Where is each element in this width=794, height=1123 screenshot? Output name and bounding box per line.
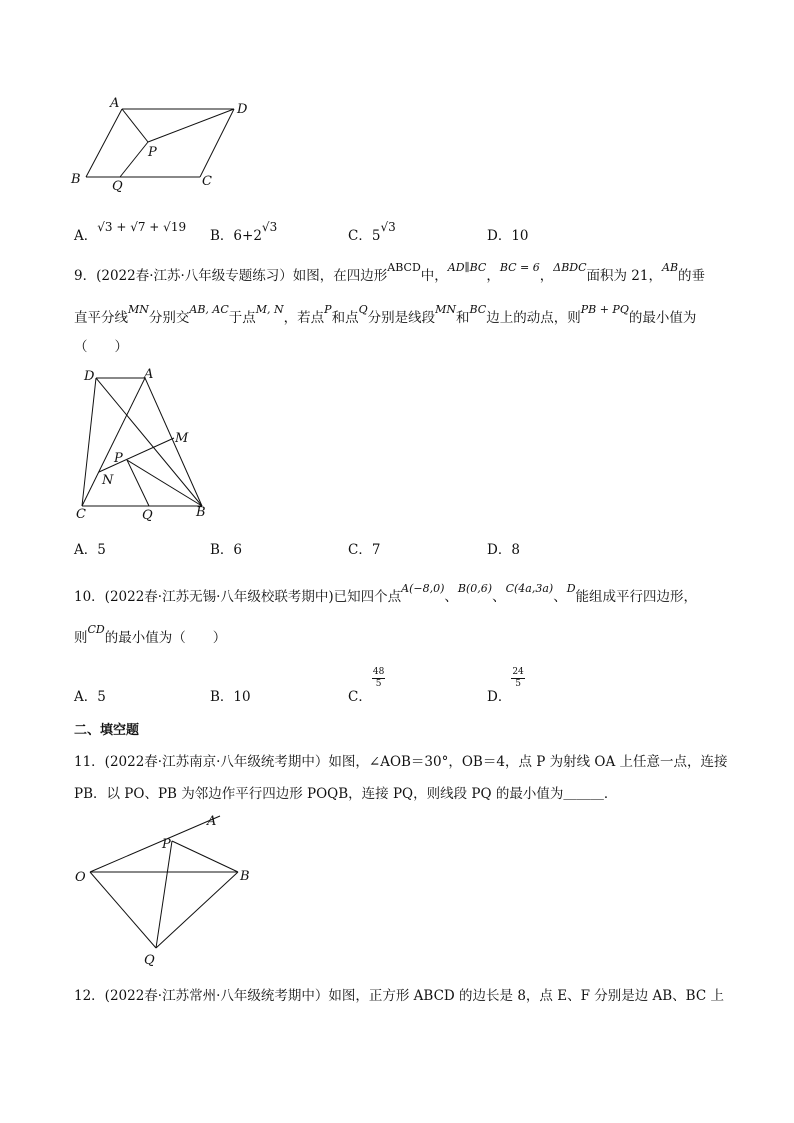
q9-ab: AB	[662, 261, 679, 274]
figure-parallelogram-poqb	[68, 808, 268, 968]
option-expr: √3 + √7 + √19	[97, 220, 187, 234]
q10-point-a: A(−8,0)	[401, 582, 445, 595]
denominator: 5	[515, 679, 521, 689]
option-letter: A．	[74, 228, 98, 244]
q10-line-1	[74, 582, 698, 605]
q9-text: 和	[456, 310, 470, 326]
q10-option-c	[348, 667, 385, 708]
q9-abcd: ABCD	[387, 261, 421, 274]
label-q: Q	[112, 179, 123, 194]
q9-text: ，	[539, 268, 554, 284]
q10-text: 、	[444, 589, 458, 605]
q9-option-a: A．5	[74, 542, 106, 558]
q10-cd: CD	[87, 623, 105, 636]
q9-text: 9．(2022春·江苏·八年级专题练习）如图，在四边形	[74, 268, 388, 284]
q8-option-b	[210, 220, 278, 244]
section-heading: 二、填空题	[74, 723, 140, 738]
q9-text: 分别是线段	[367, 310, 436, 326]
figure-trapezoid-abcd	[72, 362, 222, 522]
q12-line-1: 12．(2022春·江苏常州·八年级统考期中）如图，正方形 ABCD 的边长是 8，点 E、F 分别是边 AB、BC 上	[74, 988, 724, 1004]
q9-option-c: C．7	[348, 542, 381, 558]
q8-option-c	[348, 220, 396, 244]
q9-line-3: （ ）	[74, 339, 128, 355]
label-q: Q	[144, 953, 155, 968]
option-pre: 5	[371, 228, 381, 244]
q9-option-d: D．8	[487, 542, 520, 558]
label-b: B	[196, 505, 206, 520]
q10-text: 、	[553, 589, 567, 605]
q10-option-b: B．10	[210, 689, 251, 705]
option-letter: C．	[348, 689, 372, 705]
option-expr: √3	[261, 220, 278, 234]
label-b: B	[240, 869, 250, 884]
q9-line-2	[74, 303, 697, 326]
q9-p: P	[324, 303, 332, 316]
option-letter: D．	[487, 228, 512, 244]
q9-text: 直平分线	[74, 310, 128, 326]
label-m: M	[175, 431, 189, 446]
fraction-24-5	[511, 667, 524, 690]
option-letter: D．	[487, 689, 512, 705]
q10-option-d	[487, 667, 525, 708]
denominator: 5	[375, 679, 382, 689]
q9-option-b: B．6	[210, 542, 243, 558]
label-p: P	[114, 451, 123, 466]
q9-text: 面积为 21，	[586, 268, 662, 284]
q9-text: 的垂	[678, 268, 706, 284]
option-letter: C．	[348, 228, 372, 244]
q11-line-2: PB．以 PO、PB 为邻边作平行四边形 POQB，连接 PQ，则线段 PQ 的最小值为＿＿＿．	[74, 786, 618, 802]
q10-text: 则	[74, 630, 88, 646]
q10-text: 的最小值为（ ）	[104, 630, 227, 646]
numerator: 48	[372, 667, 385, 677]
q10-text: 能组成平行四边形，	[575, 589, 698, 605]
numerator: 24	[512, 667, 524, 677]
label-o: O	[75, 870, 86, 885]
q9-triangle: ΔBDC	[553, 261, 587, 274]
label-p: P	[148, 145, 157, 160]
q10-text: 、	[492, 589, 506, 605]
label-d: D	[237, 102, 248, 117]
q9-text: 中，	[420, 268, 448, 284]
q10-point-b: B(0,6)	[457, 582, 493, 595]
label-d: D	[84, 369, 95, 384]
q9-text: 于点	[228, 310, 256, 326]
q9-text: 分别交	[148, 310, 190, 326]
q10-line-2	[74, 623, 227, 646]
label-c: C	[202, 174, 212, 189]
label-c: C	[76, 507, 86, 522]
q9-text: 和点	[331, 310, 359, 326]
option-expr: √3	[380, 220, 396, 234]
q10-text: 10．(2022春·江苏无锡·八年级校联考期中)已知四个点	[74, 589, 402, 605]
q9-mn: MN	[128, 303, 149, 316]
q8-option-a	[74, 220, 187, 244]
q9-bc: BC	[469, 303, 487, 316]
q10-option-a: A．5	[74, 689, 106, 705]
label-a: A	[110, 96, 120, 111]
label-a: A	[207, 814, 217, 829]
q9-text: ，若点	[283, 310, 325, 326]
q9-text: ，	[486, 268, 500, 284]
q10-point-c: C(4a,3a)	[505, 582, 554, 595]
label-q: Q	[142, 508, 153, 522]
q9-mn3: MN	[435, 303, 456, 316]
option-letter: B．	[210, 228, 234, 244]
option-value: 10	[511, 228, 529, 244]
fraction-48-5	[372, 667, 385, 690]
q9-line-1	[74, 261, 706, 284]
label-p: P	[162, 837, 171, 852]
q8-option-d	[487, 224, 529, 244]
q9-text: 边上的动点，则	[486, 310, 581, 326]
q9-pbpq: PB + PQ	[580, 303, 629, 316]
q9-adbc: AD∥BC	[447, 261, 487, 274]
q10-point-d: D	[566, 582, 576, 595]
q9-abac: AB, AC	[189, 303, 229, 316]
q11-line-1: 11．(2022春·江苏南京·八年级统考期中）如图，∠AOB＝30°，OB＝4，点 P 为射线 OA 上任意一点，连接	[74, 754, 728, 770]
option-pre: 6+2	[233, 228, 262, 244]
q9-q: Q	[358, 303, 368, 316]
label-a: A	[144, 367, 154, 382]
q9-mn2: M, N	[255, 303, 284, 316]
q9-text: 的最小值为	[628, 310, 697, 326]
q9-bc6: BC = 6	[499, 261, 540, 274]
figure-parallelogram-abcd	[60, 95, 270, 195]
label-n: N	[102, 473, 114, 488]
label-b: B	[71, 172, 81, 187]
